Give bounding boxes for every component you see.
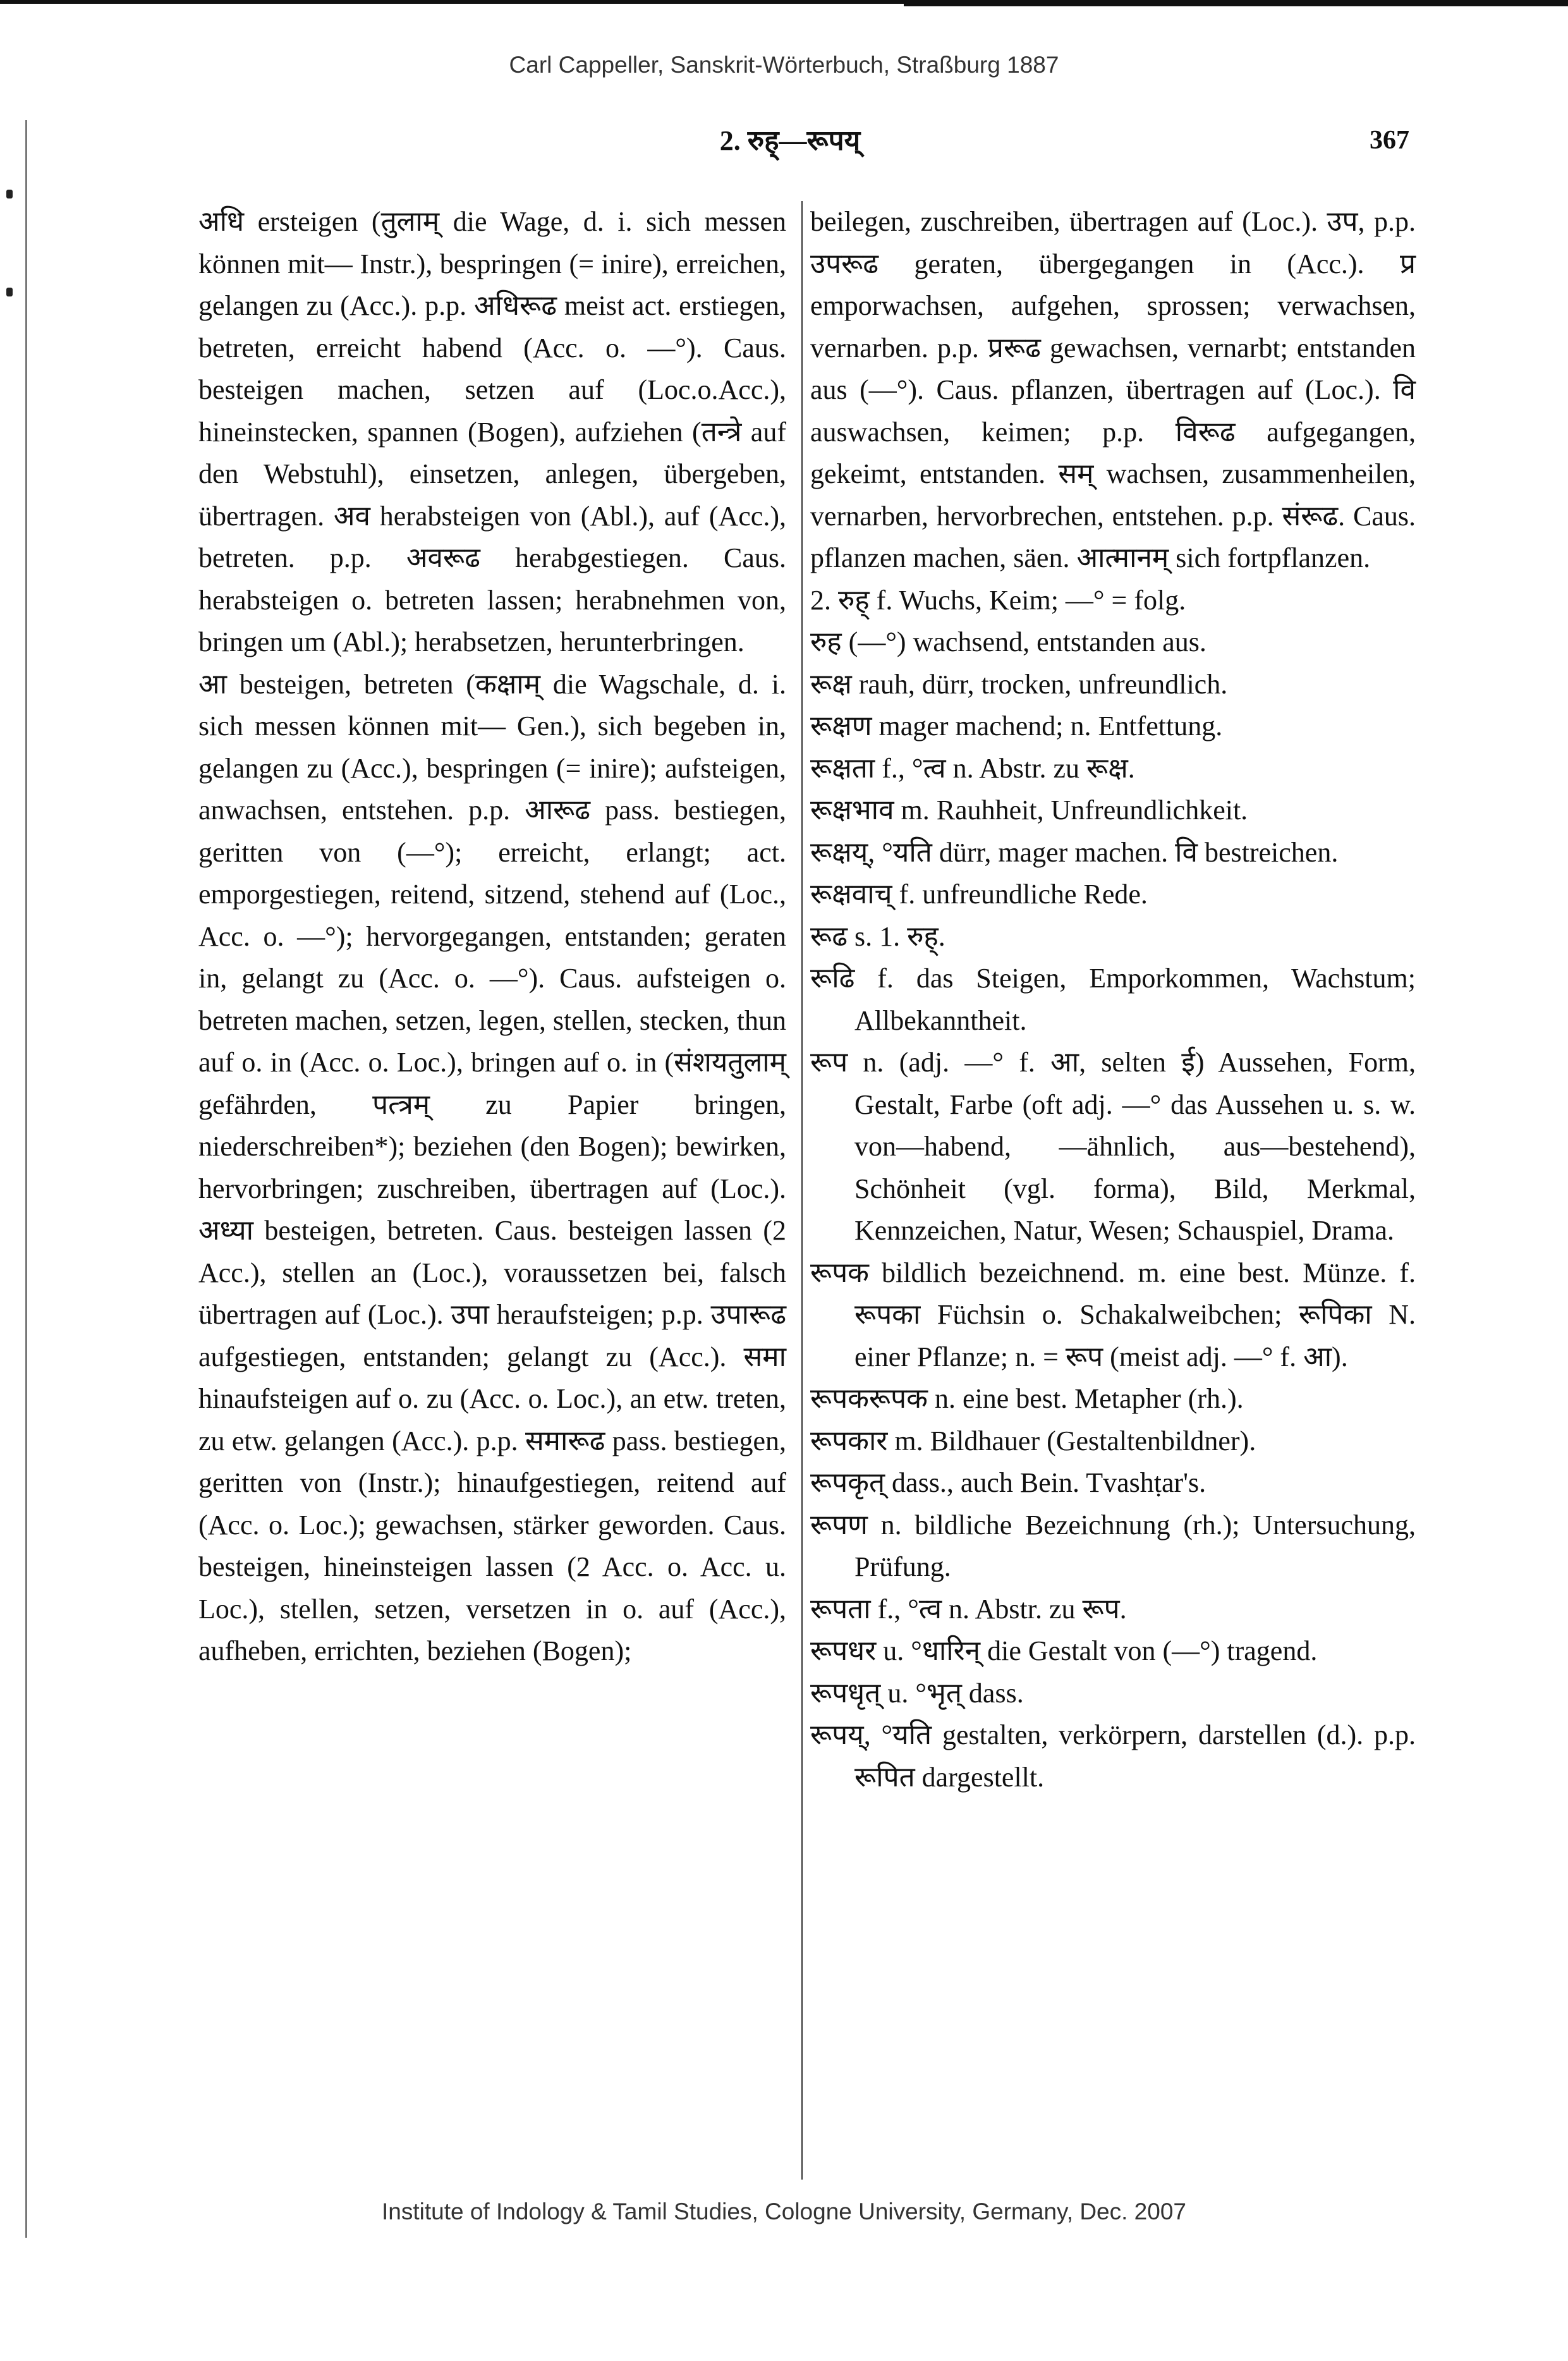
page-number: 367 — [1370, 126, 1409, 155]
dictionary-entry: रूपकार m. Bildhauer (Gestaltenbildner). — [810, 1425, 1256, 1456]
dictionary-entry: रूक्षवाच् f. unfreundliche Rede. — [810, 879, 1148, 910]
dictionary-entry: रूपय्, °यति gestalten, verkörpern, darstellen (d.). p.p. रूपित dargestellt. — [810, 1719, 1416, 1793]
dictionary-entry: रूपधर u. °धारिन् die Gestalt von (—°) tragend. — [810, 1635, 1318, 1666]
header-source: Carl Cappeller, Sanskrit-Wörterbuch, Straßburg 1887 — [509, 52, 1059, 78]
scan-mark — [6, 288, 13, 296]
top-border-right — [904, 0, 1568, 6]
dictionary-entry: रूक्ष rauh, dürr, trocken, unfreundlich. — [810, 668, 1228, 700]
dictionary-text: आ besteigen, betreten (कक्षाम् die Wagschale, d. i. sich messen können mit— Gen.), sich begeben in, gelangen zu (Acc.), bespringen (= inire); aufsteigen, anwachsen, entstehen. p.p. आरूढ pass. bestiegen, geritten von (—°); erreicht, erlangt; act. emporgestiegen, reitend, sitzend, stehend auf (Loc., Acc. o. —°); hervorgegangen, entstanden; geraten in, gelangt zu (Acc. o. —°). Caus. aufsteigen o. betreten machen, setzen, legen, stellen, stecken, thun auf o. in (Acc. o. Loc.), bringen auf o. in (संशयतुलाम् gefährden, पत्त्रम् zu Papier bringen, niederschreiben*); beziehen (den Bogen); bewirken, hervorbringen; zuschreiben, übertragen auf (Loc.). अध्या besteigen, betreten. Caus. besteigen lassen (2 Acc.), stellen an (Loc.), voraussetzen bei, falsch übertragen auf (Loc.). उपा heraufsteigen; p.p. उपारूढ aufgestiegen, entstanden; gelangt zu (Acc.). समा hinaufsteigen auf o. zu (Acc. o. Loc.), an etw. treten, zu etw. gelangen (Acc.). p.p. समारूढ pass. bestiegen, geritten von (Instr.); hinaufgestiegen, reitend auf (Acc. o. Loc.); gewachsen, stärker geworden. Caus. besteigen, hineinsteigen lassen (2 Acc. o. Acc. u. Loc.), stellen, setzen, versetzen in o. auf (Acc.), aufheben, errichten, beziehen (Bogen); — [198, 668, 786, 1666]
scan-edge — [25, 120, 27, 2238]
dictionary-text: अधि ersteigen (तुलाम् die Wage, d. i. sich messen können mit— Instr.), bespringen (= inire), erreichen, gelangen zu (Acc.). p.p. अधिरूढ meist act. erstiegen, betreten, erreicht habend (Acc. o. —°). Caus. besteigen machen, setzen auf (Loc.o.Acc.), hineinstecken, spannen (Bogen), aufziehen (तन्त्रे auf den Webstuhl), einsetzen, anlegen, übergeben, übertragen. अव herabsteigen von (Abl.), auf (Acc.), betreten. p.p. अवरूढ herabgestiegen. Caus. herabsteigen o. betreten lassen; herabnehmen von, bringen um (Abl.); herabsetzen, herunterbringen. — [198, 206, 786, 657]
dictionary-entry: रूढ s. 1. रुह्. — [810, 920, 945, 952]
dictionary-entry: रूक्षण mager machend; n. Entfettung. — [810, 711, 1223, 741]
dictionary-entry: रूक्षभाव m. Rauhheit, Unfreundlichkeit. — [810, 795, 1248, 826]
column-divider — [801, 201, 803, 2180]
dictionary-entry: रूक्षता f., °त्व n. Abstr. zu रूक्ष. — [810, 752, 1135, 784]
dictionary-entry: रूढि f. das Steigen, Emporkommen, Wachstum; Allbekanntheit. — [810, 963, 1416, 1036]
dictionary-entry: रूप n. (adj. —° f. आ, selten ई) Aussehen, Form, Gestalt, Farbe (oft adj. —° das Aussehen u. s. w. von—habend, —ähnlich, aus—bestehend), Schönheit (vgl. forma), Bild, Merkmal, Kennzeichen, Natur, Wesen; Schauspiel, Drama. — [810, 1047, 1416, 1246]
dictionary-entry: रूपकरूपक n. eine best. Metapher (rh.). — [810, 1383, 1244, 1414]
dictionary-entry: रूपधृत् u. °भृत् dass. — [810, 1677, 1024, 1709]
dictionary-entry: रूपक bildlich bezeichnend. m. eine best. Münze. f. रूपका Füchsin o. Schakalweibchen; रूपिका N. einer Pflanze; n. = रूप (meist adj. —° f. आ). — [810, 1257, 1416, 1372]
dictionary-entry: रूपकृत् dass., auch Bein. Tvashṭar's. — [810, 1467, 1206, 1498]
left-column — [198, 201, 786, 1673]
footer-source: Institute of Indology & Tamil Studies, Cologne University, Germany, Dec. 2007 — [381, 2199, 1186, 2224]
dictionary-text: beilegen, zuschreiben, übertragen auf (Loc.). उप, p.p. उपरूढ geraten, übergegangen in (Acc.). प्र emporwachsen, aufgehen, sprossen; verwachsen, vernarben. p.p. प्ररूढ gewachsen, vernarbt; entstanden aus (—°). Caus. pflanzen, übertragen auf (Loc.). वि auswachsen, keimen; p.p. विरूढ aufgegangen, gekeimt, entstanden. सम् wachsen, zusammenheilen, vernarben, hervorbrechen, entstehen. p.p. संरूढ. Caus. pflanzen machen, säen. आत्मानम् sich fortpflanzen. — [810, 206, 1416, 573]
right-column — [810, 201, 1416, 1798]
running-head: 2. रुह्—रूपय् — [719, 125, 861, 156]
dictionary-entry: रूपण n. bildliche Bezeichnung (rh.); Untersuchung, Prüfung. — [810, 1509, 1416, 1582]
dictionary-entry: 2. रुह् f. Wuchs, Keim; —° = folg. — [810, 584, 1186, 616]
dictionary-entry: रूपता f., °त्व n. Abstr. zu रूप. — [810, 1593, 1127, 1625]
dictionary-entry: रूक्षय्, °यति dürr, mager machen. वि bestreichen. — [810, 836, 1339, 868]
dictionary-entry: रुह (—°) wachsend, entstanden aus. — [810, 626, 1206, 657]
scan-mark — [6, 190, 13, 198]
